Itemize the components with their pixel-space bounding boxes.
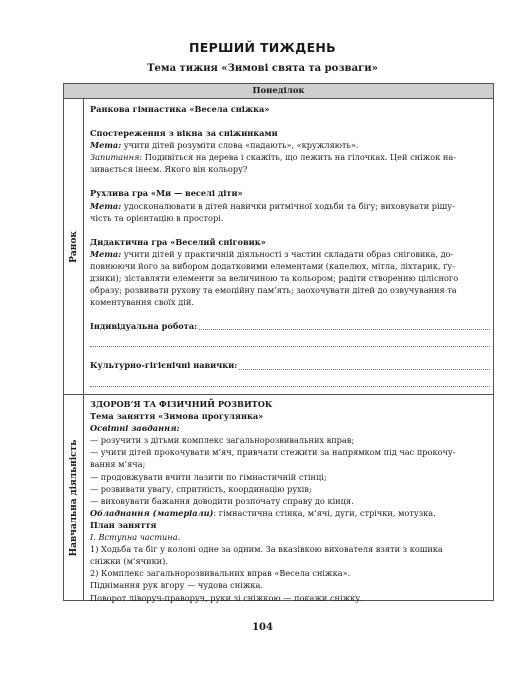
observation-question: Запитання: Подивіться на дерева і скажіть, що лежить на гілочках. Цей сніжок на- — [90, 152, 457, 163]
equipment: Обладнання (матеріали): гімнастична стінка, м’ячі, дуги, стрічки, мотузка. — [90, 507, 436, 518]
task-item: — продовжувати вчити лазити по гімнастичній стінці; — [90, 471, 327, 482]
section-morning — [64, 99, 84, 394]
hygiene-skills-field — [90, 359, 490, 371]
plan-step: 2) Комплекс загальнорозвивальних вправ «Весела сніжка». — [90, 568, 351, 579]
plan-step: Поворот ліворуч-праворуч, руки зі сніжкою — покажи сніжку. — [90, 592, 363, 603]
hygiene-skills-label: Культурно-гігієнічні навички: — [90, 360, 238, 371]
section-learning — [64, 395, 84, 600]
section-morning-label: Ранок — [68, 230, 79, 263]
task-item: — учити дітей прокочувати м’яч, привчати стежити за напрямком під час прокочу- — [90, 447, 456, 458]
tasks-label: Освітні завдання: — [90, 423, 180, 434]
part-label: I. Вступна частина. — [90, 532, 181, 543]
observation-goal: Мета: учити дітей розуміти слова «падають», «кружляють». — [90, 140, 359, 151]
plan-step: сніжки (м’ячики). — [90, 556, 168, 567]
didactic-goal-line3: дзики); зіставляти елементи за величиною та кольором; радіти створенню цілісного — [90, 273, 459, 284]
task-item: — розвивати увагу, спритність, координацію рухів; — [90, 483, 312, 494]
hygiene-skills-line — [90, 372, 490, 387]
game-goal-cont: чість та орієнтацію в просторі. — [90, 212, 224, 223]
plan-table — [63, 83, 494, 601]
morning-content — [90, 103, 490, 387]
page-number: 104 — [252, 622, 273, 633]
lesson-topic: Тема заняття «Зимова прогулянка» — [90, 411, 264, 422]
didactic-goal-line5: коментування своїх дій. — [90, 297, 194, 308]
task-item: вання м’яча; — [90, 459, 146, 470]
week-theme: Тема тижня «Зимові свята та розваги» — [147, 63, 378, 74]
individual-work-field — [90, 320, 490, 332]
task-item: — виховувати бажання доводити розпочату справу до кінця. — [90, 495, 354, 506]
day-header: Понеділок — [64, 84, 493, 99]
didactic-title: Дидактична гра «Веселий сніговик» — [90, 236, 266, 247]
didactic-goal-line4: образу; розвивати рухову та емоційну пам’ять; заохочувати дітей до озвучування та — [90, 285, 457, 296]
game-goal: Мета: удосконалювати в дітей навички ритмічної ходьби та бігу; виховувати рішу- — [90, 200, 455, 211]
section-divider — [64, 394, 493, 395]
page-title: ПЕРШИЙ ТИЖДЕНЬ — [188, 40, 337, 55]
individual-work-label: Індивідуальна робота: — [90, 321, 198, 332]
didactic-goal-line2: повнюючи його за вибором додатковими елементами (капелюх, мітла, ліхтарик, ґу- — [90, 260, 456, 271]
task-item: — розучити з дітьми комплекс загальнорозвивальних вправ; — [90, 435, 355, 446]
learning-area: ЗДОРОВ’Я ТА ФІЗИЧНИЙ РОЗВИТОК — [90, 399, 273, 409]
didactic-goal: Мета: учити дітей у практичній діяльності з частин складати образ сніговика, до- — [90, 248, 454, 259]
game-title: Рухлива гра «Ми — веселі діти» — [90, 188, 243, 199]
observation-question-cont: зивається інеєм. Якого він кольору? — [90, 164, 248, 175]
section-learning-label: Навчальна діяльність — [68, 439, 79, 556]
plan-title: План заняття — [90, 519, 157, 530]
learning-content — [90, 398, 490, 604]
morning-exercise: Ранкова гімнастика «Весела сніжка» — [90, 104, 270, 114]
plan-step: 1) Ходьба та біг у колоні одне за одним. За вказівкою вихователя взяти з кошика — [90, 544, 443, 555]
individual-work-line — [90, 332, 490, 347]
observation-title: Спостереження з вікна за сніжинками — [90, 128, 278, 139]
plan-step: Піднімання рук вгору — чудова сніжка. — [90, 580, 263, 591]
